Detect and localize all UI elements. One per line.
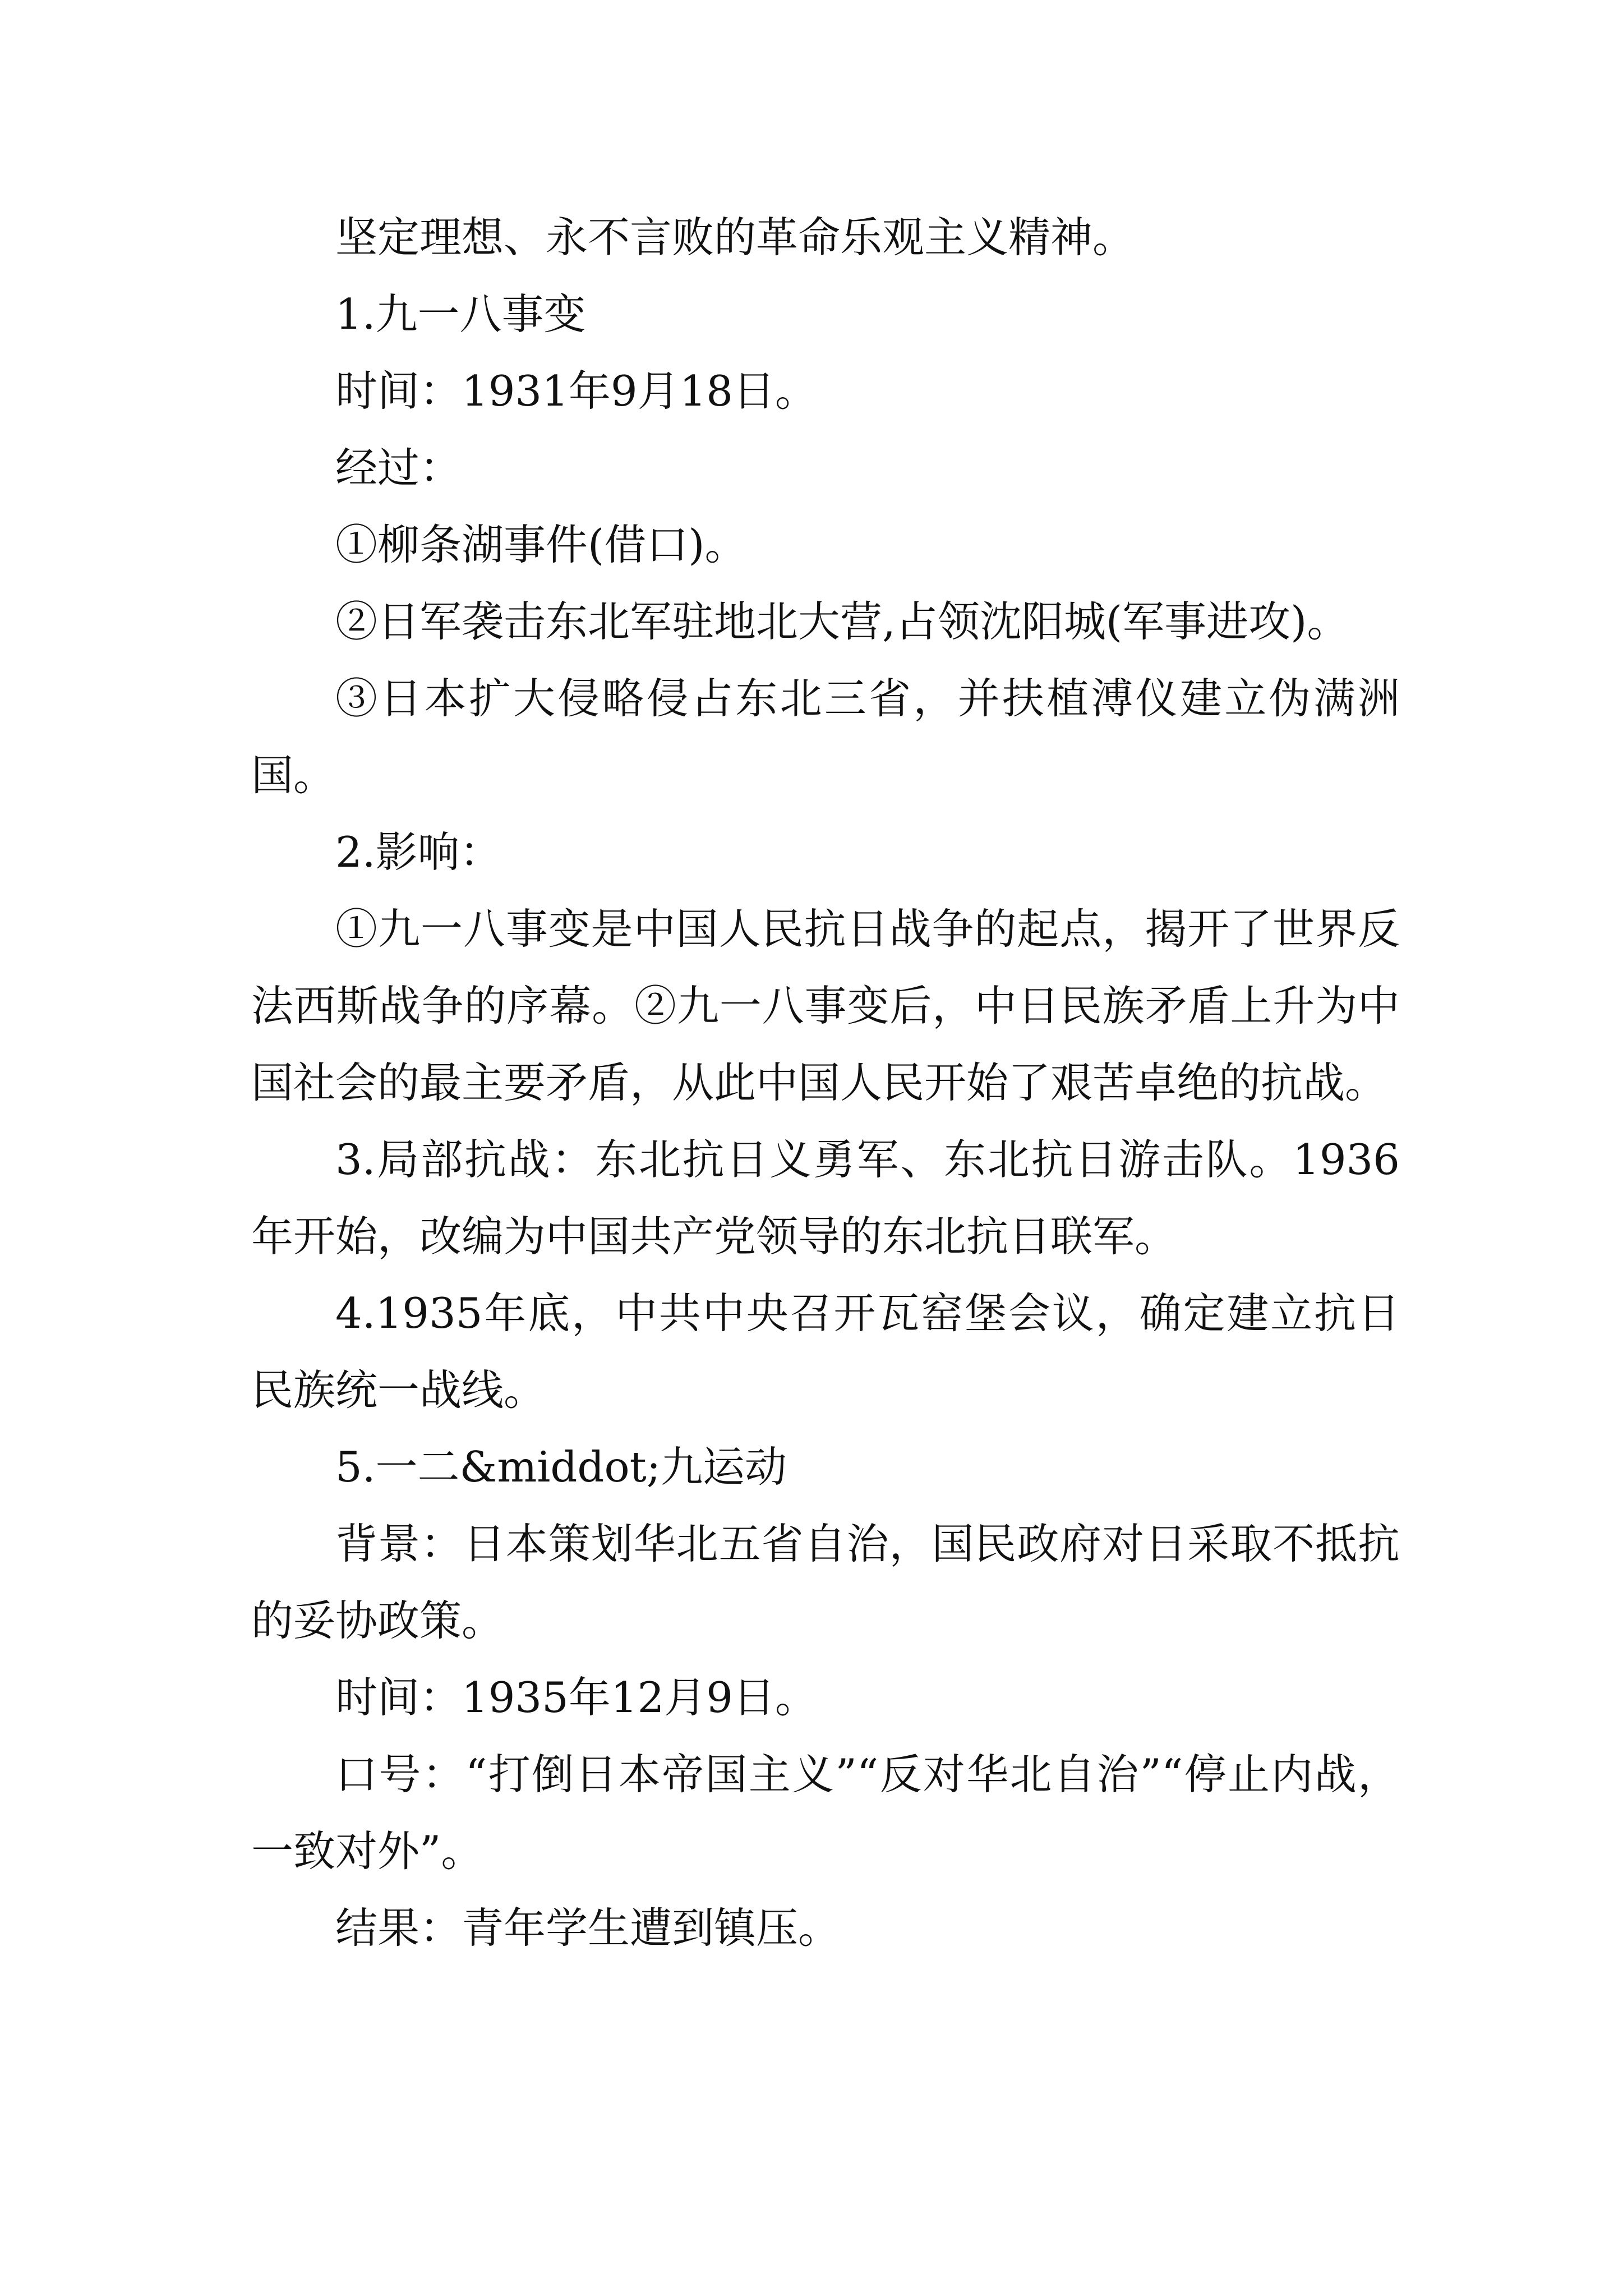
- heading-influence: 2.影响：: [335, 827, 502, 877]
- heading-918-incident: 1.九一八事变: [335, 289, 586, 339]
- paragraph-129-slogan: 口号：“打倒日本帝国主义”“反对华北自治”“停止内战，一致对外”。: [251, 1750, 1400, 1876]
- paragraph-918-process-3: ③日本扩大侵略侵占东北三省，并扶植溥仪建立伪满洲国。: [251, 674, 1400, 800]
- paragraph-spirit: 坚定理想、永不言败的革命乐观主义精神。: [335, 213, 1135, 262]
- paragraph-918-process-1: ①柳条湖事件(借口)。: [335, 520, 747, 569]
- paragraph-influence: ①九一八事变是中国人民抗日战争的起点，揭开了世界反法西斯战争的序幕。②九一八事变后，中日民族矛盾上升为中国社会的最主要矛盾，从此中国人民开始了艰苦卓绝的抗战。: [251, 904, 1400, 1107]
- paragraph-local-resistance: 3.局部抗战：东北抗日义勇军、东北抗日游击队。1936年开始，改编为中国共产党领导的东北抗日联军。: [251, 1135, 1400, 1261]
- paragraph-918-process-2: ②日军袭击东北军驻地北大营,占领沈阳城(军事进攻)。: [335, 597, 1349, 646]
- heading-129-movement: 5.一二&middot;九运动: [335, 1442, 787, 1492]
- document-body: [251, 199, 1400, 1967]
- paragraph-129-time: 时间：1935年12月9日。: [335, 1673, 818, 1722]
- paragraph-129-background: 背景：日本策划华北五省自治，国民政府对日采取不抵抗的妥协政策。: [251, 1519, 1400, 1645]
- paragraph-918-time: 时间：1931年9月18日。: [335, 366, 818, 416]
- paragraph-129-result: 结果：青年学生遭到镇压。: [335, 1903, 841, 1953]
- paragraph-918-process-label: 经过：: [335, 443, 462, 493]
- paragraph-wayaobao-meeting: 4.1935年底，中共中央召开瓦窑堡会议，确定建立抗日民族统一战线。: [251, 1289, 1400, 1415]
